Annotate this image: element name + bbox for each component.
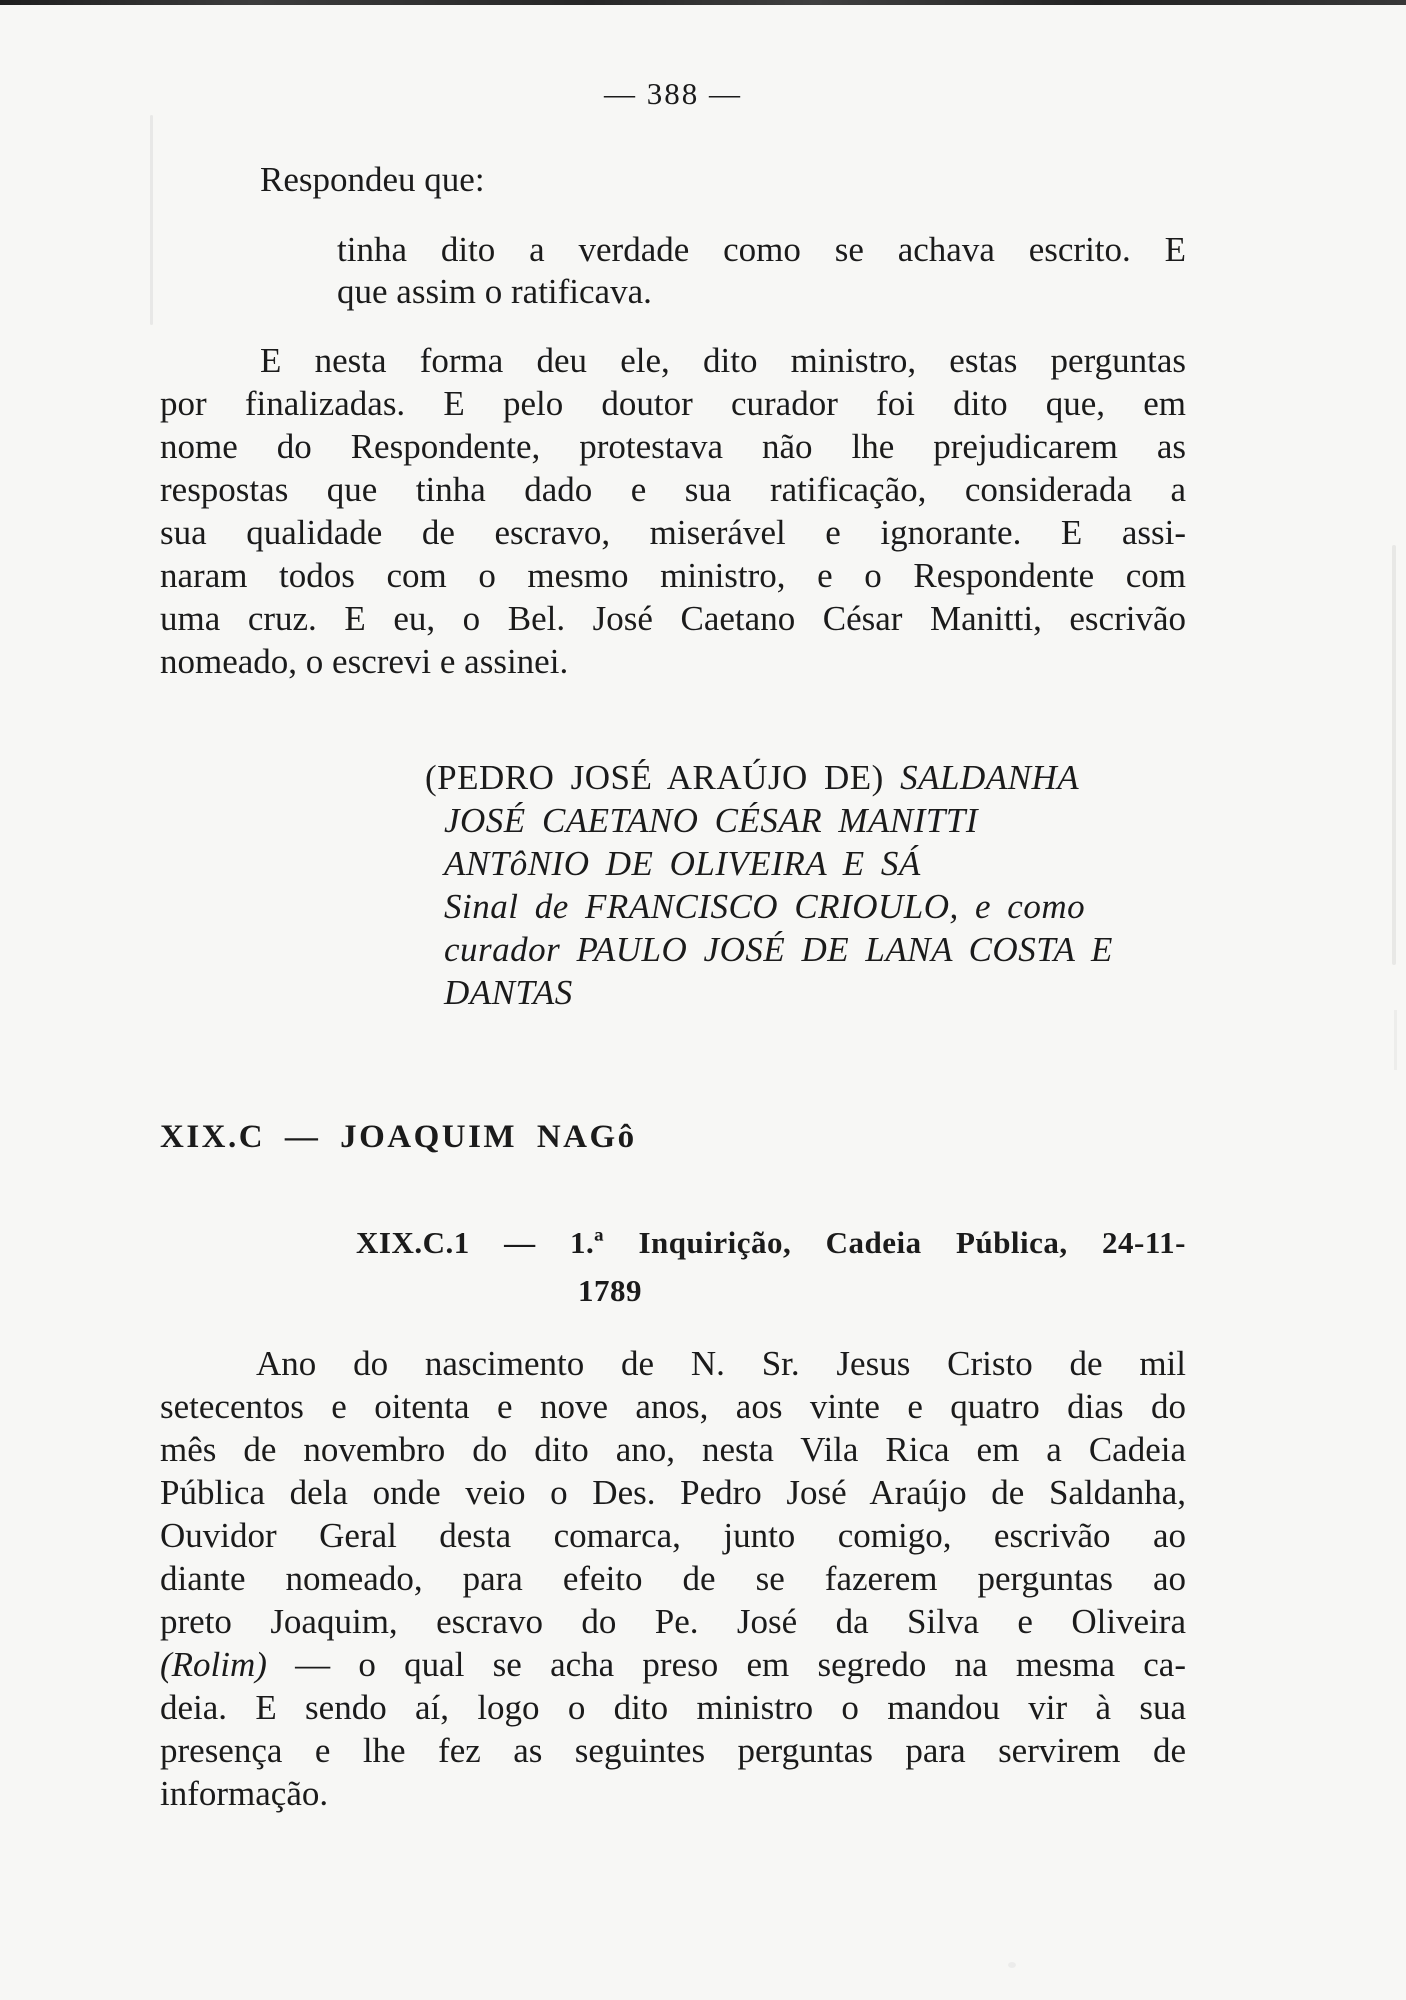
intro-paragraph — [160, 158, 1186, 201]
italic-text-segment: SALDANHA — [900, 758, 1080, 797]
italic-text-segment: curador PAULO JOSÉ DE LANA COSTA E — [444, 930, 1113, 969]
paragraph-line — [160, 1600, 1186, 1643]
paragraph-line — [160, 640, 1186, 683]
text-segment: nomeado, o escrevi e assinei. — [160, 642, 569, 681]
quote-line — [337, 271, 1186, 313]
paragraph-line — [160, 1385, 1186, 1428]
italic-text-segment: DANTAS — [444, 973, 573, 1012]
signature-line — [425, 928, 1186, 971]
signature-block — [425, 756, 1186, 1014]
closing-paragraph — [160, 339, 1186, 683]
signature-line — [425, 756, 1186, 799]
italic-text-segment: Sinal de FRANCISCO CRIOULO, e como — [444, 887, 1086, 926]
text-segment: Pública dela onde veio o Des. Pedro José Araújo de Saldanha, — [160, 1473, 1186, 1512]
text-segment: setecentos e oitenta e nove anos, aos vinte e quatro dias do — [160, 1387, 1186, 1426]
paragraph-line — [160, 1686, 1186, 1729]
text-segment: tinha dito a verdade como se achava escrito. E — [337, 230, 1186, 269]
text-segment: (PEDRO JOSÉ ARAÚJO DE) — [425, 758, 901, 797]
scan-speck — [1394, 1010, 1397, 1070]
inquiry-opening-paragraph — [160, 1342, 1186, 1815]
text-segment: deia. E sendo aí, logo o dito ministro o mandou vir à sua — [160, 1688, 1186, 1727]
subsection-heading-line — [356, 1219, 1186, 1267]
paragraph-line — [160, 1729, 1186, 1772]
text-segment: sua qualidade de escravo, miserável e ignorante. E assi- — [160, 513, 1186, 552]
text-segment: preto Joaquim, escravo do Pe. José da Silva e Oliveira — [160, 1602, 1186, 1641]
signature-line — [425, 971, 1186, 1014]
paragraph-line — [160, 382, 1186, 425]
italic-text-segment: (Rolim) — [160, 1645, 267, 1684]
subsection-heading-line — [356, 1267, 1186, 1315]
text-segment: por finalizadas. E pelo doutor curador foi dito que, em — [160, 384, 1186, 423]
section-heading: XIX.C — JOAQUIM NAGô — [160, 1119, 637, 1155]
text-segment: uma cruz. E eu, o Bel. José Caetano César Manitti, escrivão — [160, 599, 1186, 638]
text-segment: presença e lhe fez as seguintes perguntas para servirem de — [160, 1731, 1186, 1770]
italic-text-segment: ANTôNIO DE OLIVEIRA E SÁ — [444, 844, 921, 883]
scan-noise-left — [150, 115, 153, 325]
signature-line — [425, 885, 1186, 928]
text-segment: respostas que tinha dado e sua ratificação, considerada a — [160, 470, 1186, 509]
paragraph-line — [160, 1342, 1186, 1385]
paragraph-line — [160, 597, 1186, 640]
paragraph-line — [160, 1471, 1186, 1514]
paragraph-line — [160, 1643, 1186, 1686]
text-segment: mês de novembro do dito ano, nesta Vila Rica em a Cadeia — [160, 1430, 1186, 1469]
paragraph-line — [160, 468, 1186, 511]
text-segment: XIX.C.1 — 1.ª Inquirição, Cadeia Pública, 24-11- — [356, 1225, 1186, 1260]
intro-line: Respondeu que: — [260, 160, 485, 199]
text-segment: naram todos com o mesmo ministro, e o Respondente com — [160, 556, 1186, 595]
quote-line — [337, 229, 1186, 271]
paragraph-line — [160, 1514, 1186, 1557]
text-segment: diante nomeado, para efeito de se fazerem perguntas ao — [160, 1559, 1186, 1598]
signature-line — [425, 799, 1186, 842]
paragraph-line — [160, 511, 1186, 554]
paragraph-line — [160, 554, 1186, 597]
scan-edge-artifact — [0, 0, 1406, 5]
scan-speck — [1008, 1962, 1016, 1968]
text-segment: nome do Respondente, protestava não lhe prejudicarem as — [160, 427, 1186, 466]
paragraph-line — [160, 1428, 1186, 1471]
paragraph-line — [160, 425, 1186, 468]
paragraph-line — [160, 1557, 1186, 1600]
subsection-heading — [356, 1219, 1186, 1315]
text-segment: 1789 — [578, 1273, 642, 1308]
paragraph-line — [160, 1772, 1186, 1815]
deposition-quote-block — [337, 229, 1186, 313]
text-segment: E nesta forma deu ele, dito ministro, estas perguntas — [260, 341, 1186, 380]
page-number: — 388 — — [604, 76, 742, 111]
text-segment: que assim o ratificava. — [337, 272, 652, 311]
signature-line — [425, 842, 1186, 885]
scan-noise-right — [1392, 545, 1396, 965]
text-segment: Ano do nascimento de N. Sr. Jesus Cristo de mil — [256, 1344, 1186, 1383]
text-segment: — o qual se acha preso em segredo na mesma ca- — [266, 1645, 1186, 1684]
text-segment: Ouvidor Geral desta comarca, junto comigo, escrivão ao — [160, 1516, 1186, 1555]
italic-text-segment: JOSÉ CAETANO CÉSAR MANITTI — [444, 801, 979, 840]
paragraph-line — [160, 339, 1186, 382]
text-segment: informação. — [160, 1774, 329, 1813]
